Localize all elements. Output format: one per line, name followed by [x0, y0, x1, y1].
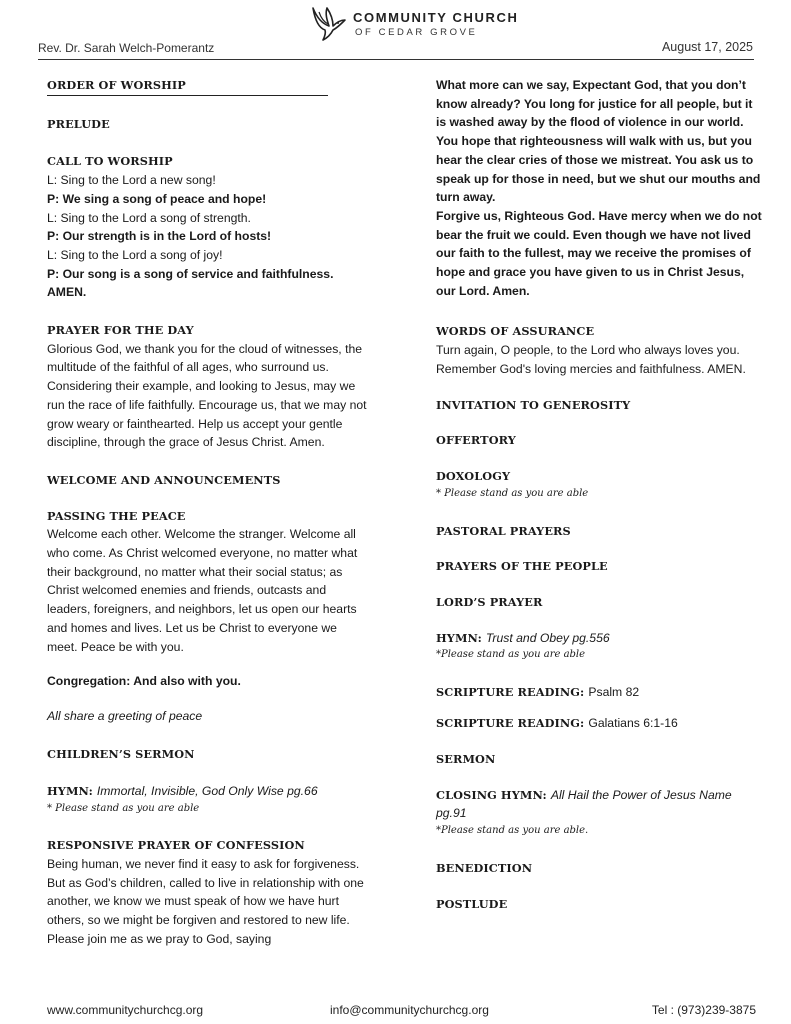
passing-peace-text: Welcome each other. Welcome the stranger. Welcome all who come. As Christ welcomed everyone, no matter what their background, no matter what their social status; as Christ welcomed enemies and friends, outcasts and leaders, foreigners, and neighbors, let us open our hearts and homes and lives. Let us be Christ to everyone we meet. Peace be with you.	[47, 527, 358, 654]
call-line: P: Our song is a song of service and faithfulness.	[47, 266, 334, 281]
childrens-sermon-heading: CHILDREN’S SERMON	[47, 746, 195, 761]
postlude-heading: POSTLUDE	[436, 896, 508, 911]
call-line: L: Sing to the Lord a song of joy!	[47, 247, 223, 262]
scripture-reading-1	[436, 683, 762, 702]
prayer-for-day-heading: PRAYER FOR THE DAY	[47, 323, 194, 338]
sermon-heading: SERMON	[436, 751, 496, 766]
call-line: P: Our strength is in the Lord of hosts!	[47, 229, 272, 244]
hymn-line	[47, 782, 369, 801]
church-name: COMMUNITY CHURCH	[353, 10, 519, 25]
scripture-label: SCRIPTURE READING:	[436, 716, 585, 731]
confession-intro: Being human, we never find it easy to ask for forgiveness. But as God’s children, called to live in relationship with one another, we know we must speak of how we have hurt others, so we might be forgiven and restored to new life. Please join me as we pray to God, saying	[47, 856, 364, 946]
confession-heading: RESPONSIVE PRAYER OF CONFESSION	[47, 838, 305, 853]
scripture-ref: Psalm 82	[588, 685, 640, 700]
passing-peace-heading: PASSING THE PEACE	[47, 508, 186, 523]
call-line: L: Sing to the Lord a song of strength.	[47, 210, 251, 225]
prayer-for-day-text: Glorious God, we thank you for the cloud of witnesses, the multitude of the faithful of all ages, who surround us. Considering their example, and looking to Jesus, may we run the race of life faithfully. Encourage us, that we may not grow weary or fainthearted. Help us accept your gentle discipline, through the grace of Jesus Christ. Amen.	[47, 341, 367, 450]
call-line: L: Sing to the Lord a new song!	[47, 173, 216, 188]
congregation-response	[47, 672, 369, 691]
greeting-note: All share a greeting of peace	[47, 708, 203, 723]
service-date: August 17, 2025	[661, 40, 753, 54]
call-to-worship-heading: CALL TO WORSHIP	[47, 154, 173, 169]
left-column	[47, 76, 369, 948]
stand-note: * Please stand as you are able	[436, 487, 589, 499]
closing-hymn-page: pg.91	[436, 806, 467, 821]
order-of-worship-title: ORDER OF WORSHIP	[47, 76, 328, 96]
lords-prayer-heading: LORD’S PRAYER	[436, 595, 543, 610]
offertory-heading: OFFERTORY	[436, 433, 516, 448]
hymn-title: Immortal, Invisible, God Only Wise pg.66	[96, 784, 318, 799]
scripture-reading-2	[436, 714, 762, 733]
benediction-heading: BENEDICTION	[436, 860, 533, 875]
assurance-heading: WORDS OF ASSURANCE	[436, 324, 595, 339]
prelude-heading: PRELUDE	[47, 116, 110, 131]
call-line: AMEN.	[47, 285, 87, 300]
confession-prayer: Forgive us, Righteous God. Have mercy when we do not bear the fruit we could. Even though we have not lived our faith to the fullest, may we receive the promises of hope and grace you have given to us in Christ Jesus, our Lord. Amen.	[436, 208, 762, 298]
closing-hymn-title: All Hail the Power of Jesus Name	[550, 787, 732, 802]
congregation-text: : And also with you.	[126, 674, 241, 689]
congregation-label: Congregation	[47, 674, 127, 689]
assurance-text: Turn again, O people, to the Lord who always loves you. Remember God's loving mercies and faithfulness. AMEN.	[436, 343, 746, 376]
doxology-heading: DOXOLOGY	[436, 468, 511, 483]
footer-website: www.communitychurchcg.org	[47, 1003, 204, 1017]
confession-prayer: What more can we say, Expectant God, that you don’t know already? You long for justice for all people, but it is washed away by the flood of violence in our world. You hope that righteousness will walk with us, but you hear the clear cries of those we mistreat. You ask us to speak up for those in need, but we shut our mouths and turn away.	[436, 78, 761, 205]
prayers-of-people-heading: PRAYERS OF THE PEOPLE	[436, 559, 608, 574]
right-column	[436, 76, 762, 913]
header-divider	[38, 59, 754, 60]
hymn-title: Trust and Obey pg.556	[485, 630, 610, 645]
call-line: P: We sing a song of peace and hope!	[47, 191, 267, 206]
stand-note: * Please stand as you are able	[47, 803, 200, 815]
dove-icon	[307, 4, 349, 42]
church-subtitle: OF CEDAR GROVE	[355, 27, 478, 38]
closing-hymn-line	[436, 786, 762, 805]
scripture-label: SCRIPTURE READING:	[436, 685, 585, 700]
footer-email: info@communitychurchcg.org	[330, 1003, 489, 1017]
welcome-heading: WELCOME AND ANNOUNCEMENTS	[47, 472, 281, 487]
closing-hymn-label: CLOSING HYMN:	[436, 787, 547, 802]
pastor-name: Rev. Dr. Sarah Welch-Pomerantz	[38, 41, 215, 55]
stand-note: *Please stand as you are able.	[436, 824, 589, 836]
hymn-line	[436, 629, 762, 648]
generosity-heading: INVITATION TO GENEROSITY	[436, 397, 631, 412]
scripture-ref: Galatians 6:1-16	[588, 716, 678, 731]
stand-note: *Please stand as you are able	[436, 649, 586, 661]
hymn-label: HYMN:	[47, 784, 93, 799]
hymn-label: HYMN:	[436, 630, 482, 645]
pastoral-prayers-heading: PASTORAL PRAYERS	[436, 523, 571, 538]
footer-phone: Tel : (973)239-3875	[651, 1003, 756, 1017]
